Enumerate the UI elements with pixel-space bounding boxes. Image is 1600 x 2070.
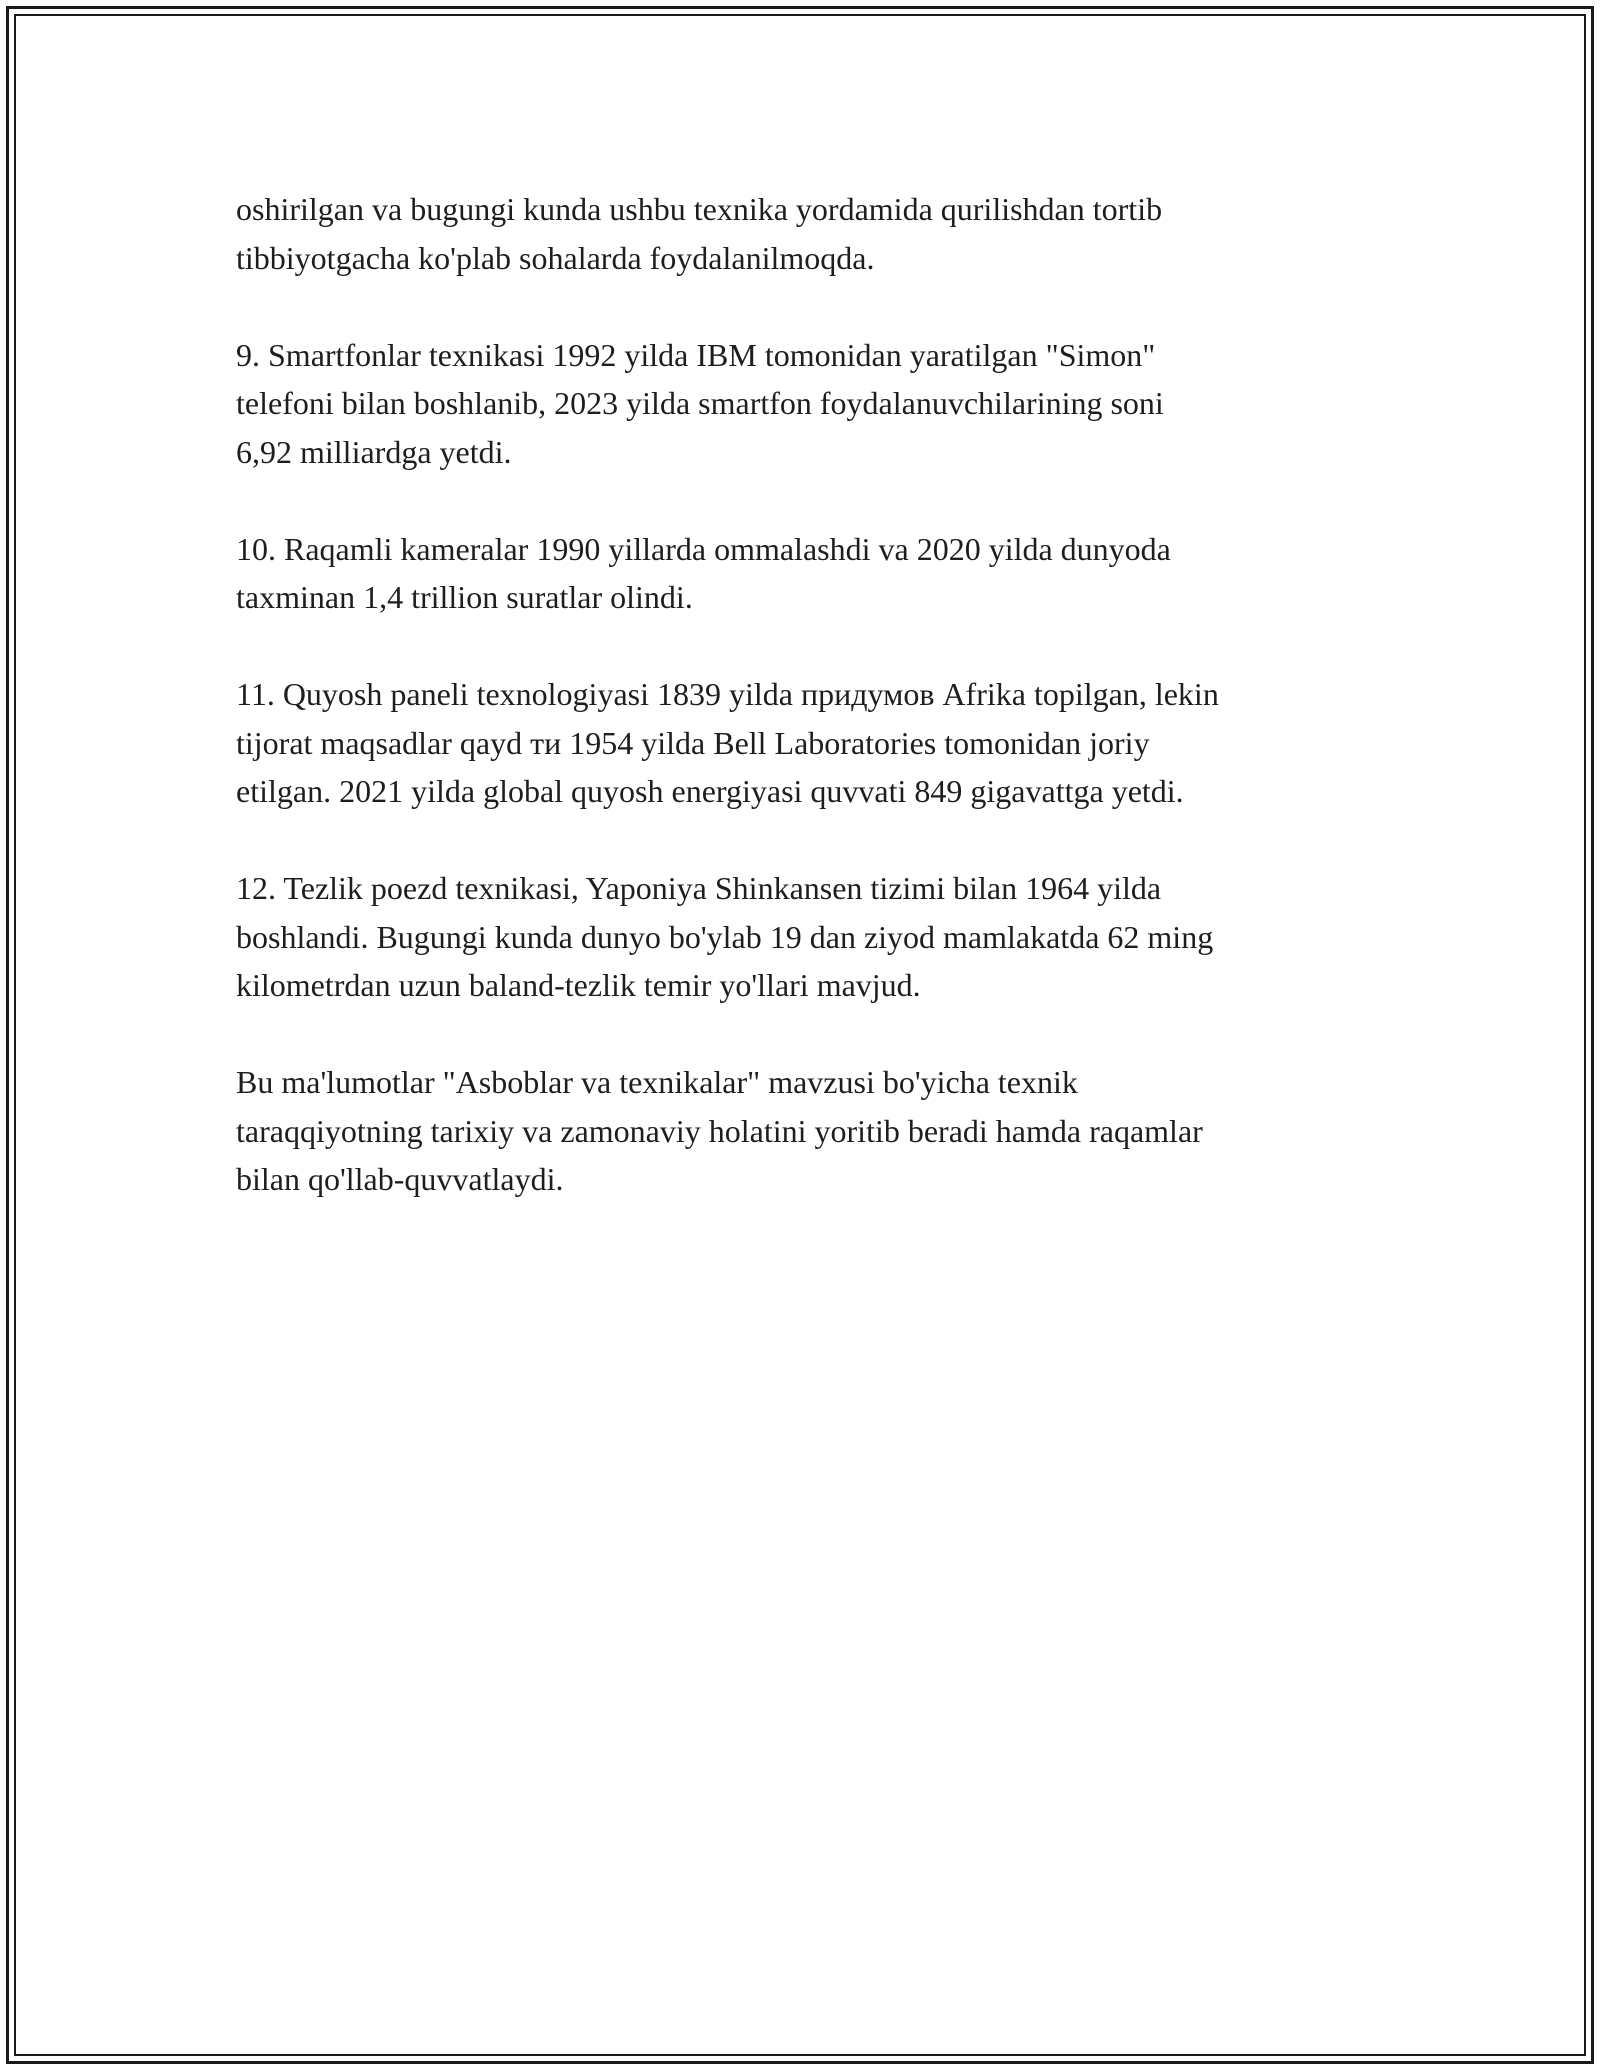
paragraph-conclusion bbox=[236, 1058, 1376, 1204]
text-line: kilometrdan uzun baland-tezlik temir yo'llari mavjud. bbox=[236, 967, 921, 1003]
text-line: taxminan 1,4 trillion suratlar olindi. bbox=[236, 579, 693, 615]
text-line: tijorat maqsadlar qayd ти 1954 yilda Bell Laboratories tomonidan joriy bbox=[236, 724, 1150, 761]
text-line: oshirilgan va bugungi kunda ushbu texnika yordamida qurilishdan tortib bbox=[236, 191, 1163, 227]
paragraph-item-10 bbox=[236, 525, 1376, 622]
text-line: 10. Raqamli kameralar 1990 yillarda ommalashdi va 2020 yilda dunyoda bbox=[236, 530, 1171, 567]
text-line: 12. Tezlik poezd texnikasi, Yaponiya Shinkansen tizimi bilan 1964 yilda bbox=[236, 870, 1162, 906]
text-line: 6,92 milliardga yetdi. bbox=[236, 433, 512, 470]
paragraph-item-11 bbox=[236, 670, 1376, 816]
text-line: telefoni bilan boshlanib, 2023 yilda smartfon foydalanuvchilarining soni bbox=[236, 385, 1164, 421]
text-line: 11. Quyosh paneli texnologiyasi 1839 yilda придумов Afrika topilgan, lekin bbox=[236, 676, 1219, 712]
text-line: taraqqiyotning tarixiy va zamonaviy holatini yoritib beradi hamda raqamlar bbox=[236, 1112, 1203, 1149]
text-line: bilan qo'llab-quvvatlaydi. bbox=[236, 1161, 564, 1197]
text-line: etilgan. 2021 yilda global quyosh energiyasi quvvati 849 gigavattga yetdi. bbox=[236, 773, 1184, 809]
text-line: tibbiyotgacha ko'plab sohalarda foydalanilmoqda. bbox=[236, 239, 875, 276]
paragraph-intro-continuation bbox=[236, 185, 1376, 282]
text-line: Bu ma'lumotlar "Asboblar va texnikalar" mavzusi bo'yicha texnik bbox=[236, 1064, 1078, 1100]
paragraph-item-12 bbox=[236, 864, 1376, 1010]
document-body bbox=[236, 185, 1376, 1252]
text-line: 9. Smartfonlar texnikasi 1992 yilda IBM tomonidan yaratilgan "Simon" bbox=[236, 336, 1156, 373]
text-line: boshlandi. Bugungi kunda dunyo bo'ylab 19 dan ziyod mamlakatda 62 ming bbox=[236, 918, 1214, 955]
paragraph-item-9 bbox=[236, 331, 1376, 477]
